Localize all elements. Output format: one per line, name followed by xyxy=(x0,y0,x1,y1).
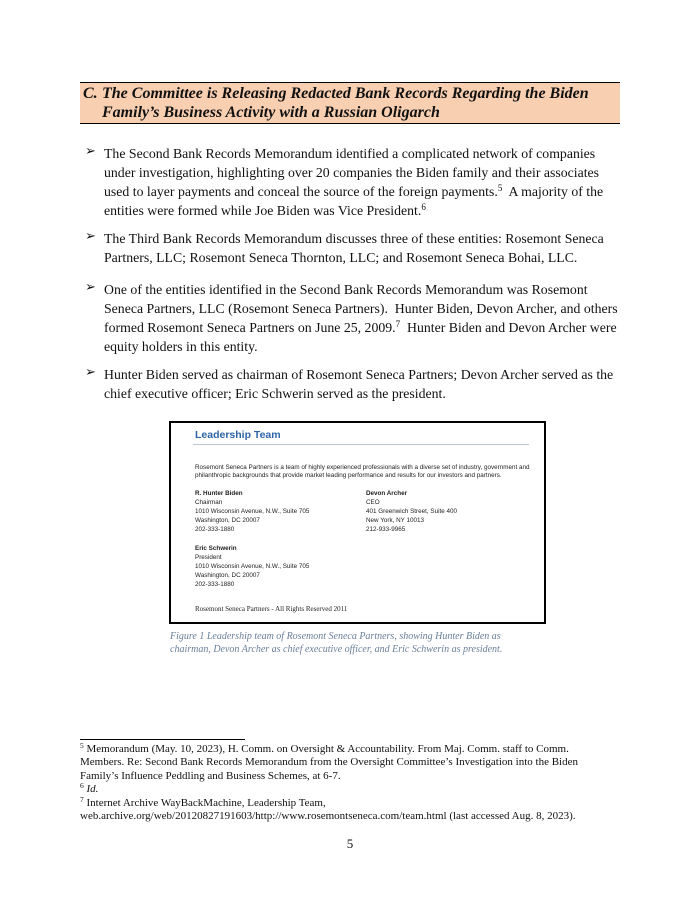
section-title-line-1: The Committee is Releasing Redacted Bank Records Regarding the Biden xyxy=(102,85,589,102)
footnote-line: Members. Re: Second Bank Records Memorandum from the Oversight Committee’s Investigation into the Biden xyxy=(80,756,578,769)
bullet-line: entities were formed while Joe Biden was Vice President.$^6$ xyxy=(104,202,426,218)
footnote-ref[interactable]: 6 xyxy=(421,202,426,212)
page-number: 5 xyxy=(346,836,354,851)
footnote-line: $^7$ Internet Archive WayBackMachine, Leadership Team, xyxy=(80,794,326,809)
bullet-line: chief executive officer; Eric Schwerin served as the president. xyxy=(104,386,446,401)
footnotes xyxy=(80,743,640,823)
bullet-line: equity holders in this entity. xyxy=(104,339,258,354)
bullet-line: formed Rosemont Seneca Partners on June 25, 2009.$^7$ Hunter Biden and Devon Archer were xyxy=(104,319,617,335)
figure-footer: Rosemont Seneca Partners - All Rights Reserved 2011 xyxy=(195,605,348,613)
footnote-line: $^5$ Memorandum (May. 10, 2023), H. Comm. on Oversight & Accountability. From Maj. Comm. staff to Comm. xyxy=(80,741,569,755)
figure-divider xyxy=(193,444,529,445)
bullet-line: One of the entities identified in the Second Bank Records Memorandum was Rosemont xyxy=(104,282,588,297)
figure-caption: Figure 1 Leadership team of Rosemont Seneca Partners, showing Hunter Biden as chairman, Devon Archer as chief executive officer, and Eric Schwerin as president. xyxy=(170,631,503,655)
leadership-team-figure xyxy=(169,421,546,624)
bullet-line: under investigation, highlighting over 20 companies the Biden family and their associates xyxy=(104,165,600,180)
footnote-ref[interactable]: 5 xyxy=(497,183,503,193)
section-title-line-2: Family’s Business Activity with a Russian Oligarch xyxy=(102,104,440,121)
person-card-hunter-biden: R. Hunter Biden Chairman 1010 Wisconsin Avenue, N.W., Suite 705 Washington, DC 20007 202-333-1880 xyxy=(195,490,310,533)
footnote-divider xyxy=(80,739,245,740)
bullet-line: Seneca Partners, LLC (Rosemont Seneca Partners). Hunter Biden, Devon Archer, and others xyxy=(104,301,618,316)
figure-heading: Leadership Team xyxy=(195,429,281,441)
bullet-line: Partners, LLC; Rosemont Seneca Thornton, LLC; and Rosemont Seneca Bohai, LLC. xyxy=(104,250,578,265)
arrow-bullet-icon: ➢ xyxy=(85,280,96,295)
footnote-line: $^6$ Id. xyxy=(80,781,99,796)
footnote-line: Family’s Influence Peddling and Business Schemes, at 6-7. xyxy=(80,769,341,782)
person-card-devon-archer: Devon Archer CEO 401 Greenwich Street, Suite 400 New York, NY 10013 212-933-9965 xyxy=(366,490,458,533)
section-letter: C. xyxy=(83,85,98,102)
bullet-line: used to layer payments and conceal the source of the foreign payments.$^5$ A majority of the xyxy=(104,183,604,199)
footnote-ref[interactable]: 7 xyxy=(395,319,401,329)
arrow-bullet-icon: ➢ xyxy=(85,229,96,244)
section-heading xyxy=(80,82,620,124)
arrow-bullet-icon: ➢ xyxy=(85,144,96,159)
footnote-line[interactable]: web.archive.org/web/20120827191603/http://www.rosemontseneca.com/team.html (last accessed Aug. 8, 2023). xyxy=(80,810,576,823)
bullet-line: Hunter Biden served as chairman of Rosemont Seneca Partners; Devon Archer served as the xyxy=(104,367,614,382)
person-card-eric-schwerin: Eric Schwerin President 1010 Wisconsin Avenue, N.W., Suite 705 Washington, DC 20007 202-333-1880 xyxy=(195,545,310,588)
bullet-line: The Third Bank Records Memorandum discusses three of these entities: Rosemont Seneca xyxy=(104,231,604,246)
arrow-bullet-icon: ➢ xyxy=(85,365,96,380)
figure-intro: Rosemont Seneca Partners is a team of highly experienced professionals with a diverse set of industry, government and philanthropic backgrounds that provide market leading performance and results for our investors and partners. xyxy=(195,464,530,479)
bullet-line: The Second Bank Records Memorandum identified a complicated network of companies xyxy=(104,146,596,161)
